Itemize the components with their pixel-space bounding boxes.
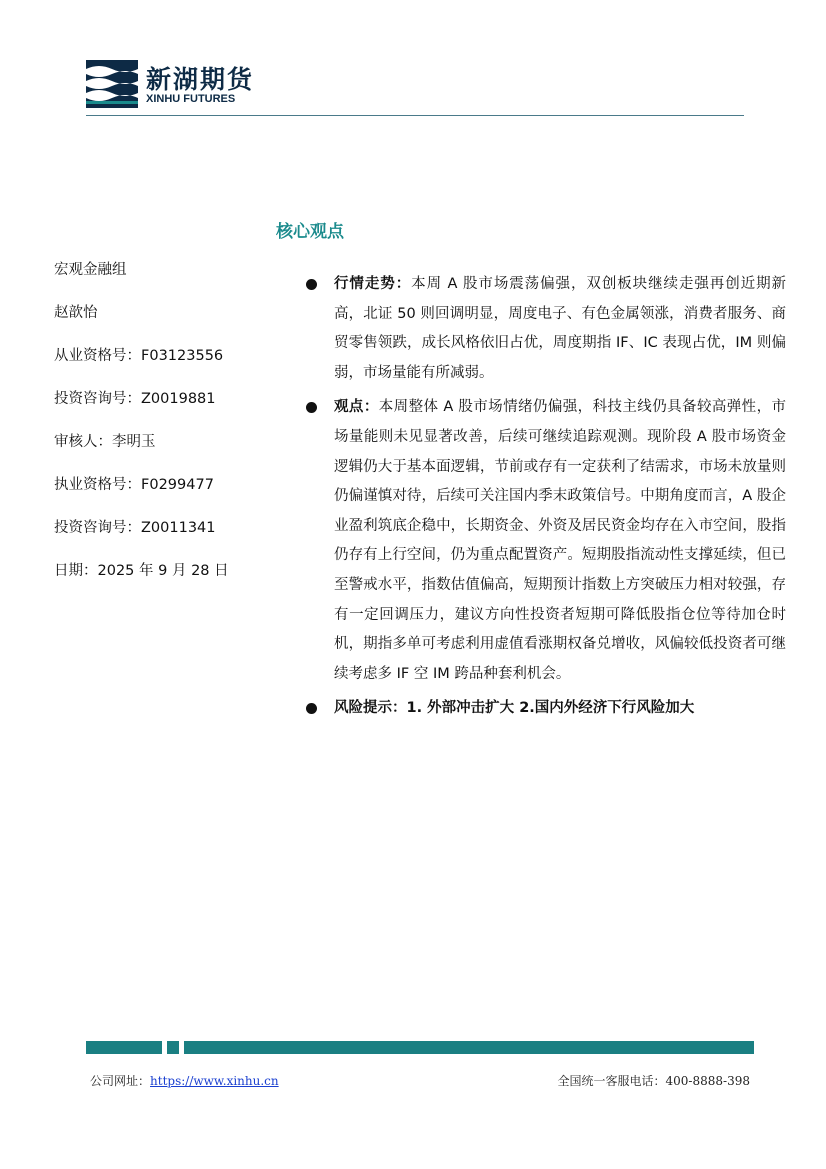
logo-chinese-name: 新湖期货 bbox=[146, 65, 255, 94]
report-date: 日期：2025 年 9 月 28 日 bbox=[54, 563, 229, 579]
footer-hotline: 全国统一客服电话：400-8888-398 bbox=[557, 1074, 750, 1088]
website-label: 公司网址： bbox=[90, 1074, 151, 1088]
reviewer-name: 审核人：李明玉 bbox=[54, 434, 156, 450]
footer-bar-segment bbox=[86, 1041, 162, 1054]
footer-website bbox=[90, 1072, 279, 1089]
footer-bar-segment bbox=[167, 1041, 179, 1054]
market-trend-paragraph bbox=[306, 270, 786, 388]
view-lead: 观点： bbox=[334, 399, 379, 416]
section-title: 核心观点 bbox=[276, 222, 344, 242]
company-logo bbox=[86, 60, 286, 108]
team-name: 宏观金融组 bbox=[54, 262, 127, 278]
header-divider bbox=[86, 115, 744, 116]
bullet-icon bbox=[306, 703, 317, 714]
market-trend-text: 本周 A 股市场震荡偏强，双创板块继续走强再创近期新高，北证 50 则回调明显，周度电子、有色金属领涨，消费者服务、商贸零售领跌，成长风格依旧占优，周度期指 IF、IC 表现占优，IM 则偏弱，市场量能有所减弱。 bbox=[334, 276, 787, 381]
risk-warning-text: 风险提示：1. 外部冲击扩大 2.国内外经济下行风险加大 bbox=[334, 700, 695, 717]
view-text: 本周整体 A 股市场情绪仍偏强，科技主线仍具备较高弹性，市场量能则未见显著改善，后续可继续追踪观测。现阶段 A 股市场资金逻辑仍大于基本面逻辑，节前或存有一定获利了结需求，市场未放量则仍偏谨慎对待，后续可关注国内季末政策信号。中期角度而言，A 股企业盈利筑底企稳中，长期资金、外资及居民资金均存在入市空间，股指仍存有上行空间，仍为重点配置资产。短期股指流动性支撑延续，但已至警戒水平，指数估值偏高，短期预计指数上方突破压力相对较强，存有一定回调压力，建议方向性投资者短期可降低股指仓位等待加仓时机，期指多单可考虑利用虚值看涨期权备兑增收，风偏较低投资者可继续考虑多 IF 空 IM 跨品种套利机会。 bbox=[334, 399, 787, 682]
risk-warning-paragraph bbox=[306, 694, 786, 724]
wave-logo-icon bbox=[86, 60, 138, 108]
market-trend-lead: 行情走势： bbox=[334, 276, 412, 292]
author-info bbox=[54, 256, 274, 600]
bullet-icon bbox=[306, 279, 317, 290]
website-link[interactable]: https://www.xinhu.cn bbox=[150, 1074, 279, 1088]
analyst-qualification: 从业资格号：F03123556 bbox=[54, 348, 224, 364]
core-views bbox=[306, 270, 786, 724]
bullet-icon bbox=[306, 402, 317, 413]
analyst-consulting-no: 投资咨询号：Z0019881 bbox=[54, 391, 216, 407]
footer-bar-segment bbox=[184, 1041, 754, 1054]
reviewer-consulting-no: 投资咨询号：Z0011341 bbox=[54, 520, 216, 536]
reviewer-qualification: 执业资格号：F0299477 bbox=[54, 477, 214, 493]
analyst-name: 赵歆怡 bbox=[54, 305, 98, 321]
logo-english-name: XINHU FUTURES bbox=[146, 93, 236, 105]
view-paragraph bbox=[306, 393, 786, 689]
